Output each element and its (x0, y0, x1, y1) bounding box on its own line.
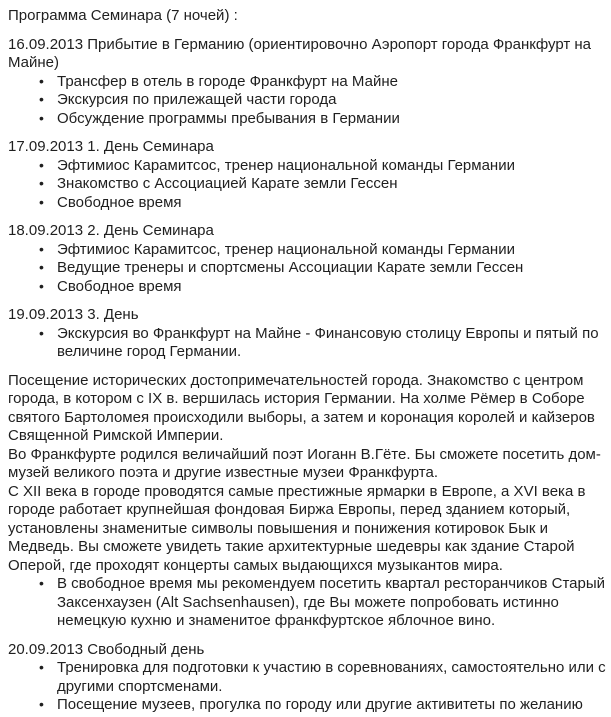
bullet-icon: • (39, 91, 44, 107)
bullet-icon: • (39, 575, 44, 591)
section (8, 641, 607, 715)
paragraph: Посещение исторических достопримечательностей города. Знакомство с центром города, в котором с IX в. вершилась история Германии. На холме Рёмер в Соборе святого Бартоломея происходили выборы, а затем и коронация королей и кайзеров Священной Римской Империи. (8, 371, 595, 444)
section (8, 372, 607, 631)
bullet-icon: • (39, 72, 44, 89)
list-item-text: Знакомство с Ассоциацией Карате земли Гессен (57, 175, 398, 192)
list-item-text: В свободное время мы рекомендуем посетить квартал ресторанчиков Старый Заксенхаузен (Alt Sachsenhausen), где Вы можете попробовать истинно немецкую кухню и знаменитое франкфуртское яблочное вино. (57, 575, 605, 629)
document-title: Программа Семинара (7 ночей) : (8, 7, 238, 24)
bullet-icon: • (39, 259, 44, 275)
section-heading: 17.09.2013 1. День Семинара (8, 138, 214, 155)
section-heading: 18.09.2013 2. День Семинара (8, 222, 214, 239)
list-item-text: Свободное время (57, 193, 182, 211)
list-item (8, 73, 607, 92)
list-item (8, 659, 607, 696)
bullet-icon: • (39, 193, 44, 210)
bullet-list (8, 73, 607, 129)
bullet-icon: • (39, 696, 44, 712)
list-item-text: Экскурсия во Франкфурт на Майне - Финансовую столицу Европы и пятый по величине город Германии. (57, 324, 599, 360)
bullet-icon: • (39, 175, 44, 191)
list-item-text: Эфтимиос Карамитсос, тренер национальной команды Германии (57, 156, 515, 174)
section (8, 138, 607, 212)
list-item (8, 259, 607, 278)
list-item (8, 157, 607, 176)
list-item (8, 110, 607, 129)
bullet-icon: • (39, 156, 44, 173)
list-item-text: Свободное время (57, 277, 182, 295)
paragraph: С XII века в городе проводятся самые престижные ярмарки в Европе, а XVI века в городе работает крупнейшая фондовая Биржа Европы, перед зданием который, установлены знаменитые символы повышения и понижения котировок Бык и Медведь. Вы сможете увидеть такие архитектурные шедевры как здание Старой Оперой, где проходят концерты самых выдающихся музыкантов мира. (8, 482, 586, 574)
bullet-icon: • (39, 277, 44, 294)
document-sections (8, 36, 607, 715)
bullet-list (8, 157, 607, 213)
paragraph: Во Франкфурте родился величайший поэт Иоганн В.Гёте. Бы сможете посетить дом-музей великого поэта и другие известные музеи Франкфурта. (8, 445, 601, 481)
bullet-icon: • (39, 324, 44, 341)
list-item (8, 325, 607, 362)
list-item (8, 575, 607, 631)
bullet-list (8, 241, 607, 297)
list-item-text: Тренировка для подготовки к участию в соревнованиях, самостоятельно или с другими спортсменами. (57, 659, 606, 695)
bullet-icon: • (39, 109, 44, 126)
section-heading: 19.09.2013 3. День (8, 306, 139, 323)
list-item (8, 278, 607, 297)
list-item-text: Обсуждение программы пребывания в Германии (57, 109, 400, 127)
list-item (8, 194, 607, 213)
section (8, 36, 607, 129)
list-item (8, 696, 607, 715)
list-item-text: Посещение музеев, прогулка по городу или другие активитеты по желанию (57, 696, 583, 713)
section-heading: 20.09.2013 Свободный день (8, 640, 205, 658)
section-heading: 16.09.2013 Прибытие в Германию (ориентировочно Аэропорт города Франкфурт на Майне) (8, 35, 591, 71)
list-item-text: Экскурсия по прилежащей части города (57, 91, 337, 108)
list-item (8, 241, 607, 260)
section (8, 306, 607, 362)
bullet-icon: • (39, 659, 44, 675)
list-item-text: Трансфер в отель в городе Франкфурт на Майне (57, 72, 398, 90)
list-item (8, 91, 607, 110)
list-item (8, 175, 607, 194)
list-item-text: Ведущие тренеры и спортсмены Ассоциации Карате земли Гессен (57, 259, 524, 276)
section (8, 222, 607, 296)
bullet-list (8, 659, 607, 715)
bullet-list (8, 325, 607, 362)
bullet-list (8, 575, 607, 631)
list-item-text: Эфтимиос Карамитсос, тренер национальной команды Германии (57, 240, 515, 258)
bullet-icon: • (39, 240, 44, 257)
